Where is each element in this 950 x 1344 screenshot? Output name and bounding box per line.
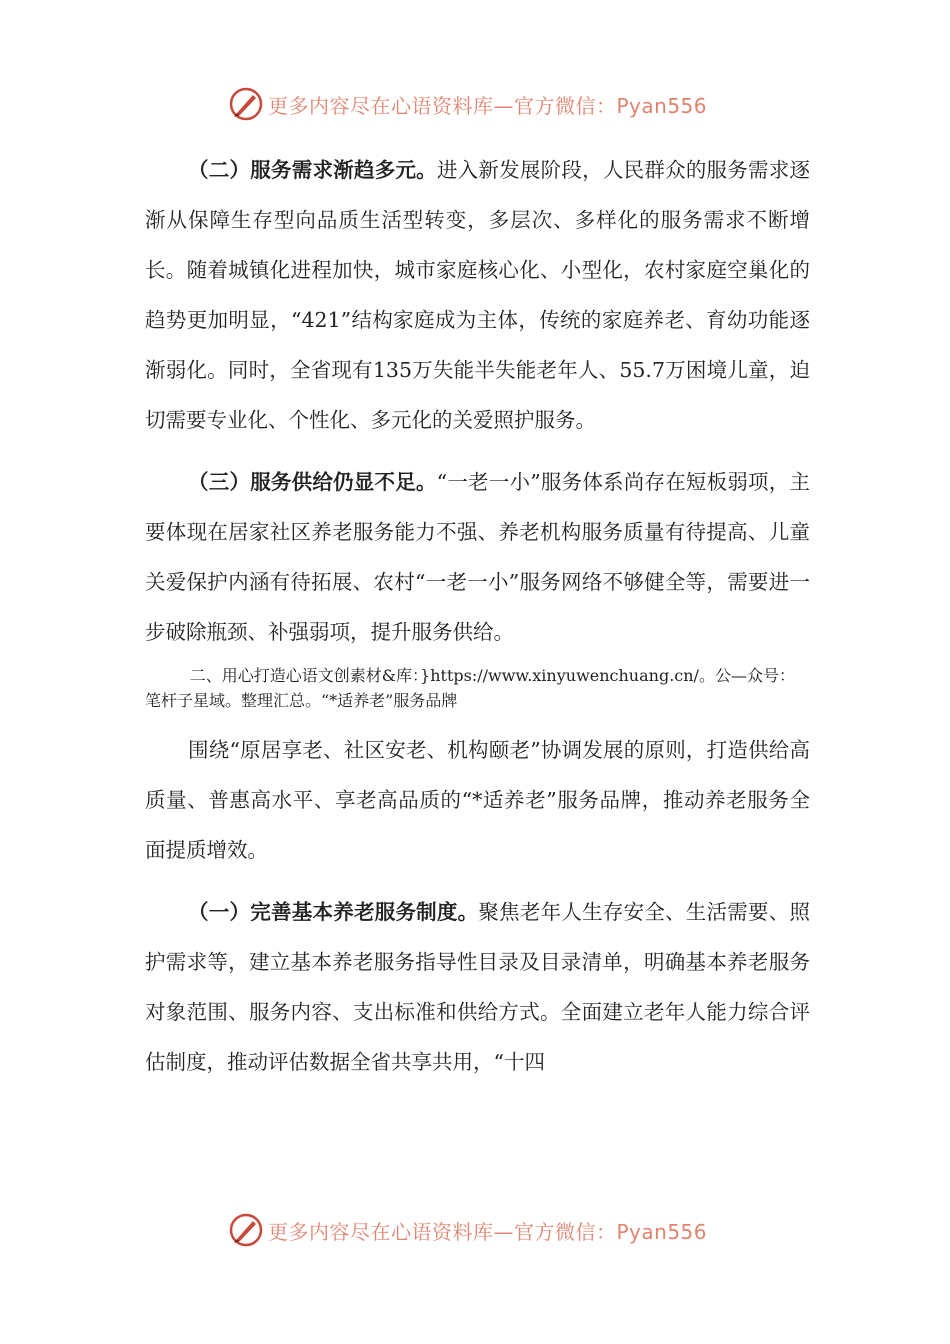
paragraph-basic-elderly-care	[145, 887, 810, 1087]
pen-seal-icon	[228, 1212, 264, 1248]
paragraph-heading: （二）服务需求渐趋多元。	[188, 158, 437, 182]
paragraph-heading: （三）服务供给仍显不足。	[188, 470, 437, 494]
header-banner-text: 更多内容尽在心语资料库—官方微信：Pyan556	[268, 93, 708, 118]
section-heading-note: 二、用心打造心语文创素材&库：}https://www.xinyuwenchuang.cn/。公—众号：笔杆子星域。整理汇总。“*适养老”服务品牌	[145, 666, 795, 710]
paragraph-text: “一老一小”服务体系尚存在短板弱项，主要体现在居家社区养老服务能力不强、养老机构服务质量有待提高、儿童关爱保护内涵有待拓展、农村“一老一小”服务网络不够健全等，需要进一步破除瓶颈、补强弱项，提升服务供给。	[145, 470, 810, 644]
paragraph-text: 围绕“原居享老、社区安老、机构颐老”协调发展的原则，打造供给高质量、普惠高水平、享老高品质的“*适养老”服务品牌，推动养老服务全面提质增效。	[145, 738, 810, 862]
footer-banner-text: 更多内容尽在心语资料库—官方微信：Pyan556	[268, 1219, 708, 1244]
paragraph-service-supply	[145, 457, 810, 657]
header-banner	[228, 82, 707, 126]
paragraph-service-demand	[145, 145, 810, 445]
document-body	[145, 145, 810, 1099]
pen-seal-icon	[228, 86, 264, 122]
footer-banner	[228, 1208, 707, 1252]
paragraph-text: 进入新发展阶段，人民群众的服务需求逐渐从保障生存型向品质生活型转变，多层次、多样化的服务需求不断增长。随着城镇化进程加快，城市家庭核心化、小型化，农村家庭空巢化的趋势更加明显，“421”结构家庭成为主体，传统的家庭养老、育幼功能逐渐弱化。同时，全省现有135万失能半失能老年人、55.7万困境儿童，迫切需要专业化、个性化、多元化的关爱照护服务。	[145, 158, 811, 432]
paragraph-brand-intro	[145, 725, 810, 875]
paragraph-text: 聚焦老年人生存安全、生活需要、照护需求等，建立基本养老服务指导性目录及目录清单，明确基本养老服务对象范围、服务内容、支出标准和供给方式。全面建立老年人能力综合评估制度，推动评估数据全省共享共用，“十四	[145, 900, 811, 1074]
paragraph-heading: （一）完善基本养老服务制度。	[188, 900, 479, 924]
